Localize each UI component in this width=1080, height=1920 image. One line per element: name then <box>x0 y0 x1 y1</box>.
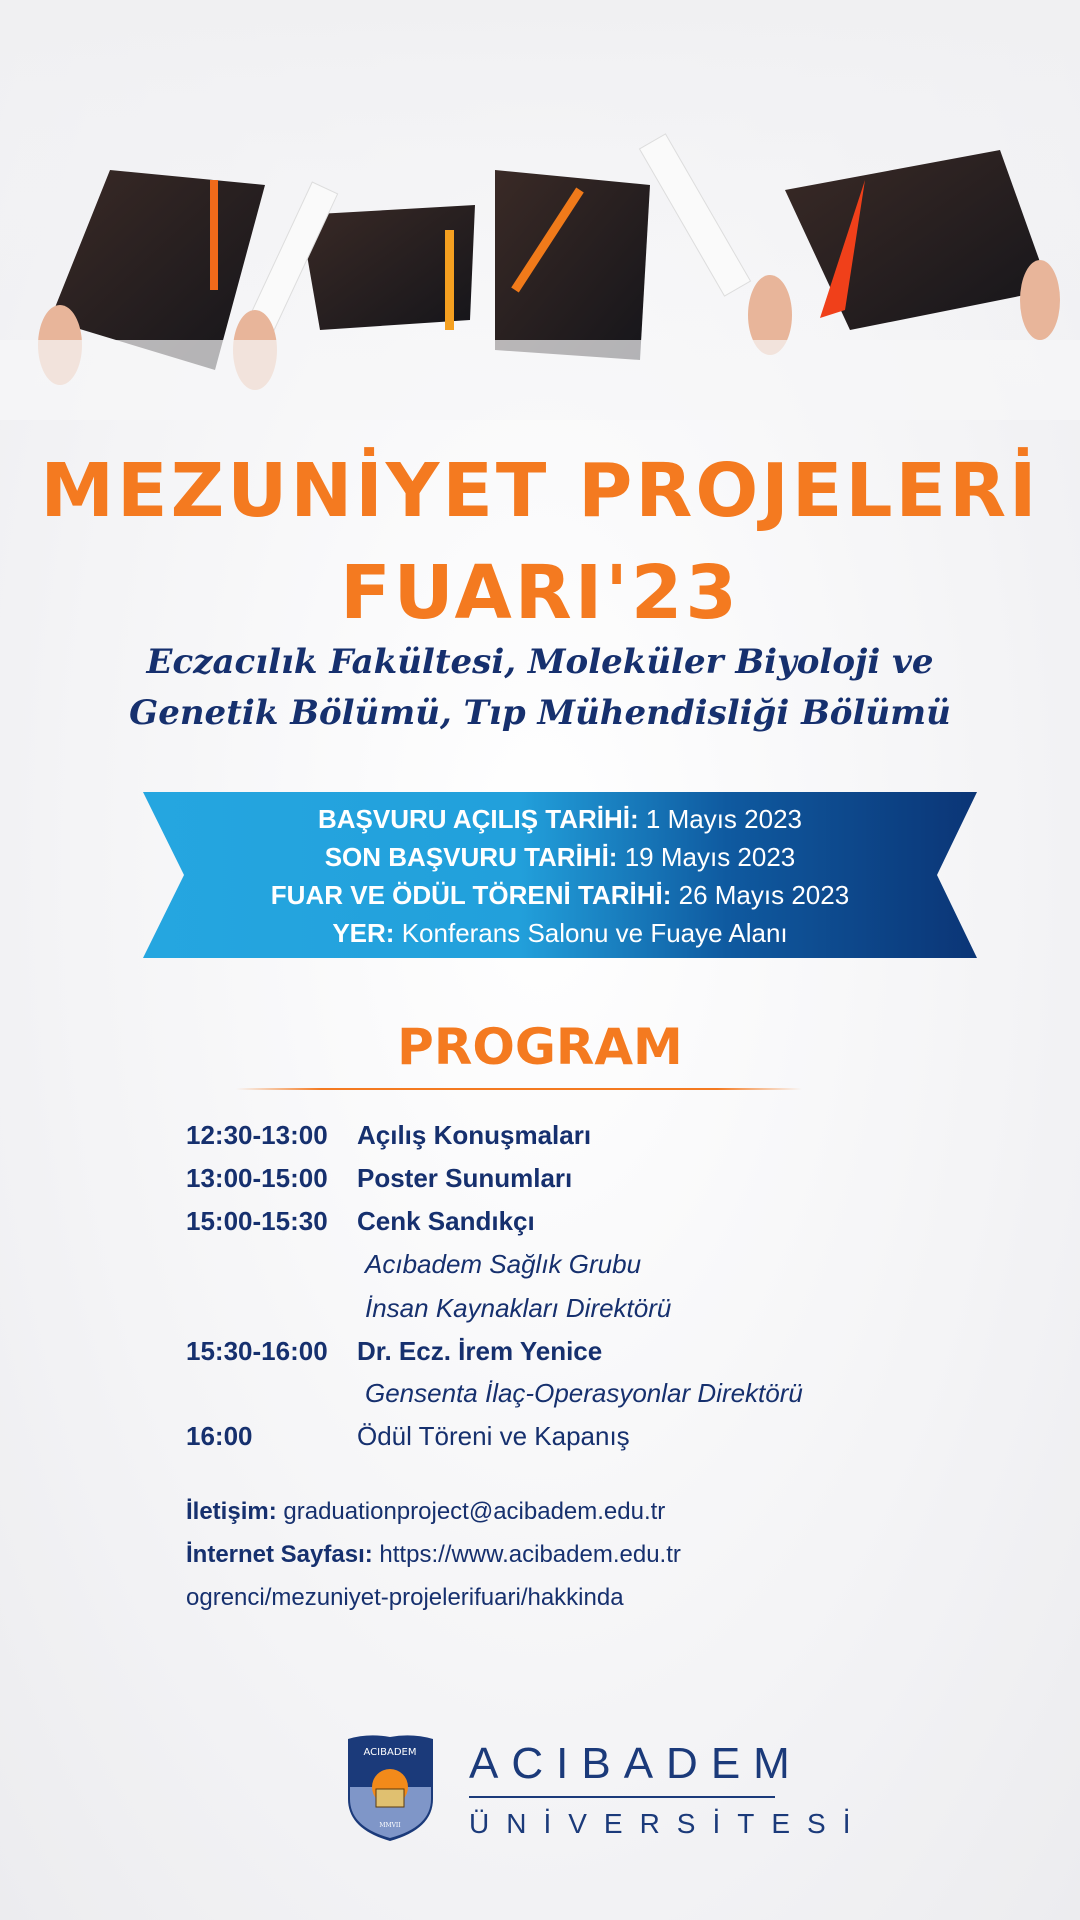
university-crest-logo <box>344 1733 437 1843</box>
banner-line <box>143 838 977 876</box>
title-line-2: FUARI'23 <box>340 550 740 636</box>
email-label: İletişim: <box>186 1498 277 1525</box>
wordmark-bottom: ÜNİVERSİTESİ <box>469 1808 868 1839</box>
program-time: 13:00-15:00 <box>186 1163 328 1193</box>
banner-value: Konferans Salonu ve Fuaye Alanı <box>401 918 788 948</box>
program-text: Ödül Töreni ve Kapanış <box>357 1421 630 1451</box>
program-time: 12:30-13:00 <box>186 1120 328 1150</box>
subtitle-line-2: Genetik Bölümü, Tıp Mühendisliği Bölümü <box>129 693 951 733</box>
program-text: Dr. Ecz. İrem Yenice <box>357 1336 603 1366</box>
banner-line <box>143 876 977 914</box>
contact-web-row-2[interactable]: ogrenci/mezuniyet-projelerifuari/hakkinda <box>186 1584 624 1611</box>
program-time: 15:00-15:30 <box>186 1206 328 1236</box>
banner-line <box>143 800 977 838</box>
wordmark-divider <box>469 1796 775 1798</box>
wordmark-top: ACIBADEM <box>469 1739 803 1788</box>
title-line-1: MEZUNİYET PROJELERİ <box>40 448 1040 534</box>
program-time: 16:00 <box>186 1421 253 1451</box>
banner-value: 1 Mayıs 2023 <box>645 804 802 834</box>
banner-label: FUAR VE ÖDÜL TÖRENİ TARİHİ: <box>270 880 672 910</box>
cap-2 <box>300 205 475 330</box>
svg-text:MMVII: MMVII <box>379 1822 401 1829</box>
university-wordmark <box>469 1739 868 1840</box>
banner-label: SON BAŞVURU TARİHİ: <box>324 842 618 872</box>
banner-label: BAŞVURU AÇILIŞ TARİHİ: <box>318 804 639 834</box>
banner-label: YER: <box>332 918 395 948</box>
contact-email-row <box>186 1492 665 1532</box>
subtitle-line-1: Eczacılık Fakültesi, Moleküler Biyoloji ve <box>146 642 934 682</box>
program-text: Açılış Konuşmaları <box>357 1120 592 1150</box>
banner-value: 26 Mayıs 2023 <box>678 880 850 910</box>
program-text: İnsan Kaynakları Direktörü <box>365 1293 672 1323</box>
program-text: Cenk Sandıkçı <box>357 1206 535 1236</box>
web-label: İnternet Sayfası: <box>186 1541 373 1568</box>
program-text: Acıbadem Sağlık Grubu <box>365 1249 642 1279</box>
program-divider <box>236 1088 802 1090</box>
banner-value: 19 Mayıs 2023 <box>624 842 796 872</box>
email-link[interactable]: graduationproject@acibadem.edu.tr <box>283 1498 666 1525</box>
web-link[interactable]: https://www.acibadem.edu.tr <box>379 1541 681 1568</box>
cap-3 <box>495 170 650 360</box>
contact-web-row <box>186 1535 681 1575</box>
graduation-caps-photo <box>0 0 1080 420</box>
svg-text:ACIBADEM: ACIBADEM <box>363 1747 417 1758</box>
banner-line <box>143 914 977 952</box>
program-text: Poster Sunumları <box>357 1163 573 1193</box>
program-time: 15:30-16:00 <box>186 1336 328 1366</box>
program-text: Gensenta İlaç-Operasyonlar Direktörü <box>365 1378 803 1408</box>
program-heading: PROGRAM <box>397 1018 683 1076</box>
